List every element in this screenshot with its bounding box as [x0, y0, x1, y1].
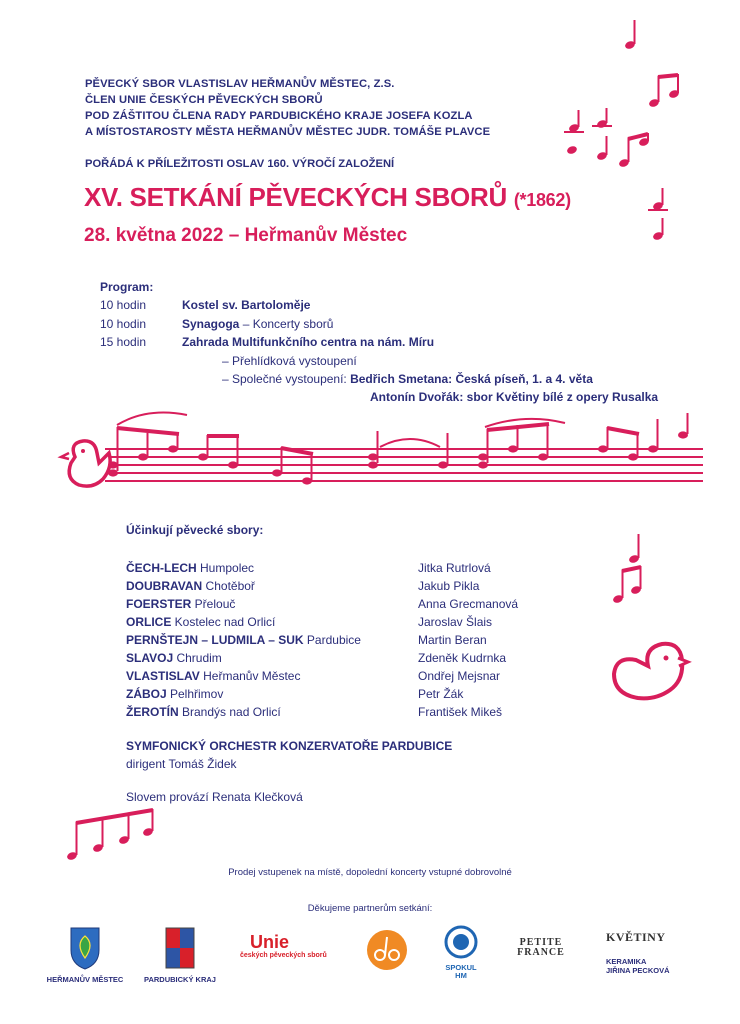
- spokul-badge-icon: [437, 925, 485, 959]
- choirs-list: [126, 559, 519, 721]
- event-title-text: XV. SETKÁNÍ PĚVECKÝCH SBORŮ: [84, 182, 507, 212]
- program-item: [100, 333, 435, 351]
- choir-name: SLAVOJ: [126, 651, 174, 665]
- choir-conductor: Ondřej Mejsnar: [418, 669, 501, 683]
- host-line: Slovem provází Renata Klečková: [126, 790, 303, 804]
- occasion-line: POŘÁDÁ K PŘÍLEŽITOSTI OSLAV 160. VÝROČÍ ZALOŽENÍ: [85, 158, 395, 170]
- list-item: [126, 613, 493, 631]
- program-subitem: – Společné vystoupení: Bedřich Smetana: Česká píseň, 1. a 4. věta: [222, 371, 593, 386]
- organizer-block: [85, 76, 490, 140]
- choir-town: Přelouč: [191, 597, 236, 611]
- choir-name: VLASTISLAV: [126, 669, 200, 683]
- list-item: [126, 577, 480, 595]
- program-item: [100, 315, 334, 333]
- program-subitem: – Přehlídková vystoupení: [222, 353, 357, 368]
- choir-conductor: Jakub Pikla: [418, 579, 480, 593]
- coat-of-arms-icon: [135, 926, 225, 970]
- program-venue: Synagoga: [182, 316, 240, 331]
- orchestra-conductor: dirigent Tomáš Židek: [126, 757, 237, 771]
- list-item: [126, 703, 503, 721]
- program-venue: Zahrada Multifunkčního centra na nám. Míru: [182, 335, 435, 350]
- event-title-year: (*1862): [513, 190, 571, 210]
- list-item: [126, 559, 491, 577]
- choir-conductor: Anna Grecmanová: [418, 597, 519, 611]
- organizer-line: POD ZÁŠTITOU ČLENA RADY PARDUBICKÉHO KRAJE JOSEFA KOZLA: [85, 110, 473, 122]
- logo-spokul-hm: SPOKUL HM: [437, 925, 485, 981]
- choirs-heading: Účinkují pěvecké sbory:: [126, 523, 264, 537]
- logo-petite-france: PETITE FRANCE: [517, 937, 565, 958]
- choir-name: ORLICE: [126, 615, 172, 629]
- choir-conductor: Jaroslav Šlais: [418, 615, 493, 629]
- partners-thanks: Děkujeme partnerům setkání:: [307, 903, 433, 914]
- choir-conductor: Petr Žák: [418, 687, 464, 701]
- music-staff-decoration: [55, 405, 705, 515]
- program-item: [100, 296, 311, 314]
- program-time: 10 hodin: [100, 298, 147, 313]
- music-notes-bird-decoration: [560, 530, 700, 730]
- program-section: [100, 278, 659, 407]
- logo-circle-orange: [366, 929, 408, 976]
- choir-town: Humpolec: [196, 561, 255, 575]
- list-item: [126, 631, 487, 649]
- bird-icon: [614, 644, 688, 699]
- logo-unie-ceskych-pevekych-sboru: Unie českých pěveckých sborů: [240, 932, 327, 959]
- choir-name: FOERSTER: [126, 597, 192, 611]
- choir-town: Pelhřimov: [166, 687, 224, 701]
- organizer-line: ČLEN UNIE ČESKÝCH PĚVECKÝCH SBORŮ: [85, 94, 323, 106]
- choir-town: Heřmanův Městec: [199, 669, 301, 683]
- organizer-line: PĚVECKÝ SBOR VLASTISLAV HEŘMANŮV MĚSTEC, Z.S.: [85, 78, 395, 90]
- choir-name: ŽEROTÍN: [126, 705, 179, 719]
- logo-pardubicky-kraj: PARDUBICKÝ KRAJ: [135, 926, 225, 986]
- list-item: [126, 649, 507, 667]
- choir-name: PERNŠTEJN – LUDMILA – SUK: [126, 633, 304, 647]
- event-title: [84, 182, 571, 213]
- tickets-note: Prodej vstupenek na místě, dopolední koncerty vstupné dobrovolné: [228, 867, 512, 878]
- program-venue: Kostel sv. Bartoloměje: [182, 298, 311, 313]
- orchestra-name: SYMFONICKÝ ORCHESTR KONZERVATOŘE PARDUBICE: [126, 739, 453, 753]
- choir-town: Kostelec nad Orlicí: [171, 615, 276, 629]
- logo-hermanuv-mestec: HEŘMANŮV MĚSTEC: [40, 926, 130, 986]
- choir-conductor: Jitka Rutrlová: [418, 561, 491, 575]
- event-date-place: 28. května 2022 – Heřmanův Městec: [84, 225, 408, 246]
- logo-kvetiny-keramika: KVĚTINY KERAMIKA JIŘINA PECKOVÁ: [606, 930, 670, 975]
- choir-town: Chrudim: [173, 651, 222, 665]
- circle-logo-icon: [366, 929, 408, 971]
- list-item: [126, 667, 501, 685]
- program-time: 10 hodin: [100, 316, 147, 331]
- choir-town: Pardubice: [303, 633, 361, 647]
- choir-conductor: František Mikeš: [418, 705, 503, 719]
- program-subitem: Antonín Dvořák: sbor Květiny bílé z opery Rusalka: [370, 390, 659, 405]
- coat-of-arms-icon: [40, 926, 130, 970]
- choir-name: ZÁBOJ: [126, 687, 167, 701]
- bird-icon: [69, 441, 110, 486]
- list-item: [126, 685, 464, 703]
- choir-name: DOUBRAVAN: [126, 579, 203, 593]
- program-time: 15 hodin: [100, 335, 147, 350]
- choir-town: Brandýs nad Orlicí: [178, 705, 281, 719]
- organizer-line: A MÍSTOSTAROSTY MĚSTA HEŘMANŮV MĚSTEC JUDR. TOMÁŠE PLAVCE: [85, 126, 491, 138]
- choir-conductor: Zdeněk Kudrnka: [418, 651, 507, 665]
- music-notes-decoration: [560, 18, 680, 258]
- program-heading: Program:: [100, 280, 154, 294]
- list-item: [126, 595, 519, 613]
- program-detail: – Koncerty sborů: [239, 316, 334, 331]
- choir-conductor: Martin Beran: [418, 633, 487, 647]
- choir-town: Chotěboř: [202, 579, 255, 593]
- choir-name: ČECH-LECH: [126, 561, 197, 575]
- music-notes-decoration: [60, 800, 170, 870]
